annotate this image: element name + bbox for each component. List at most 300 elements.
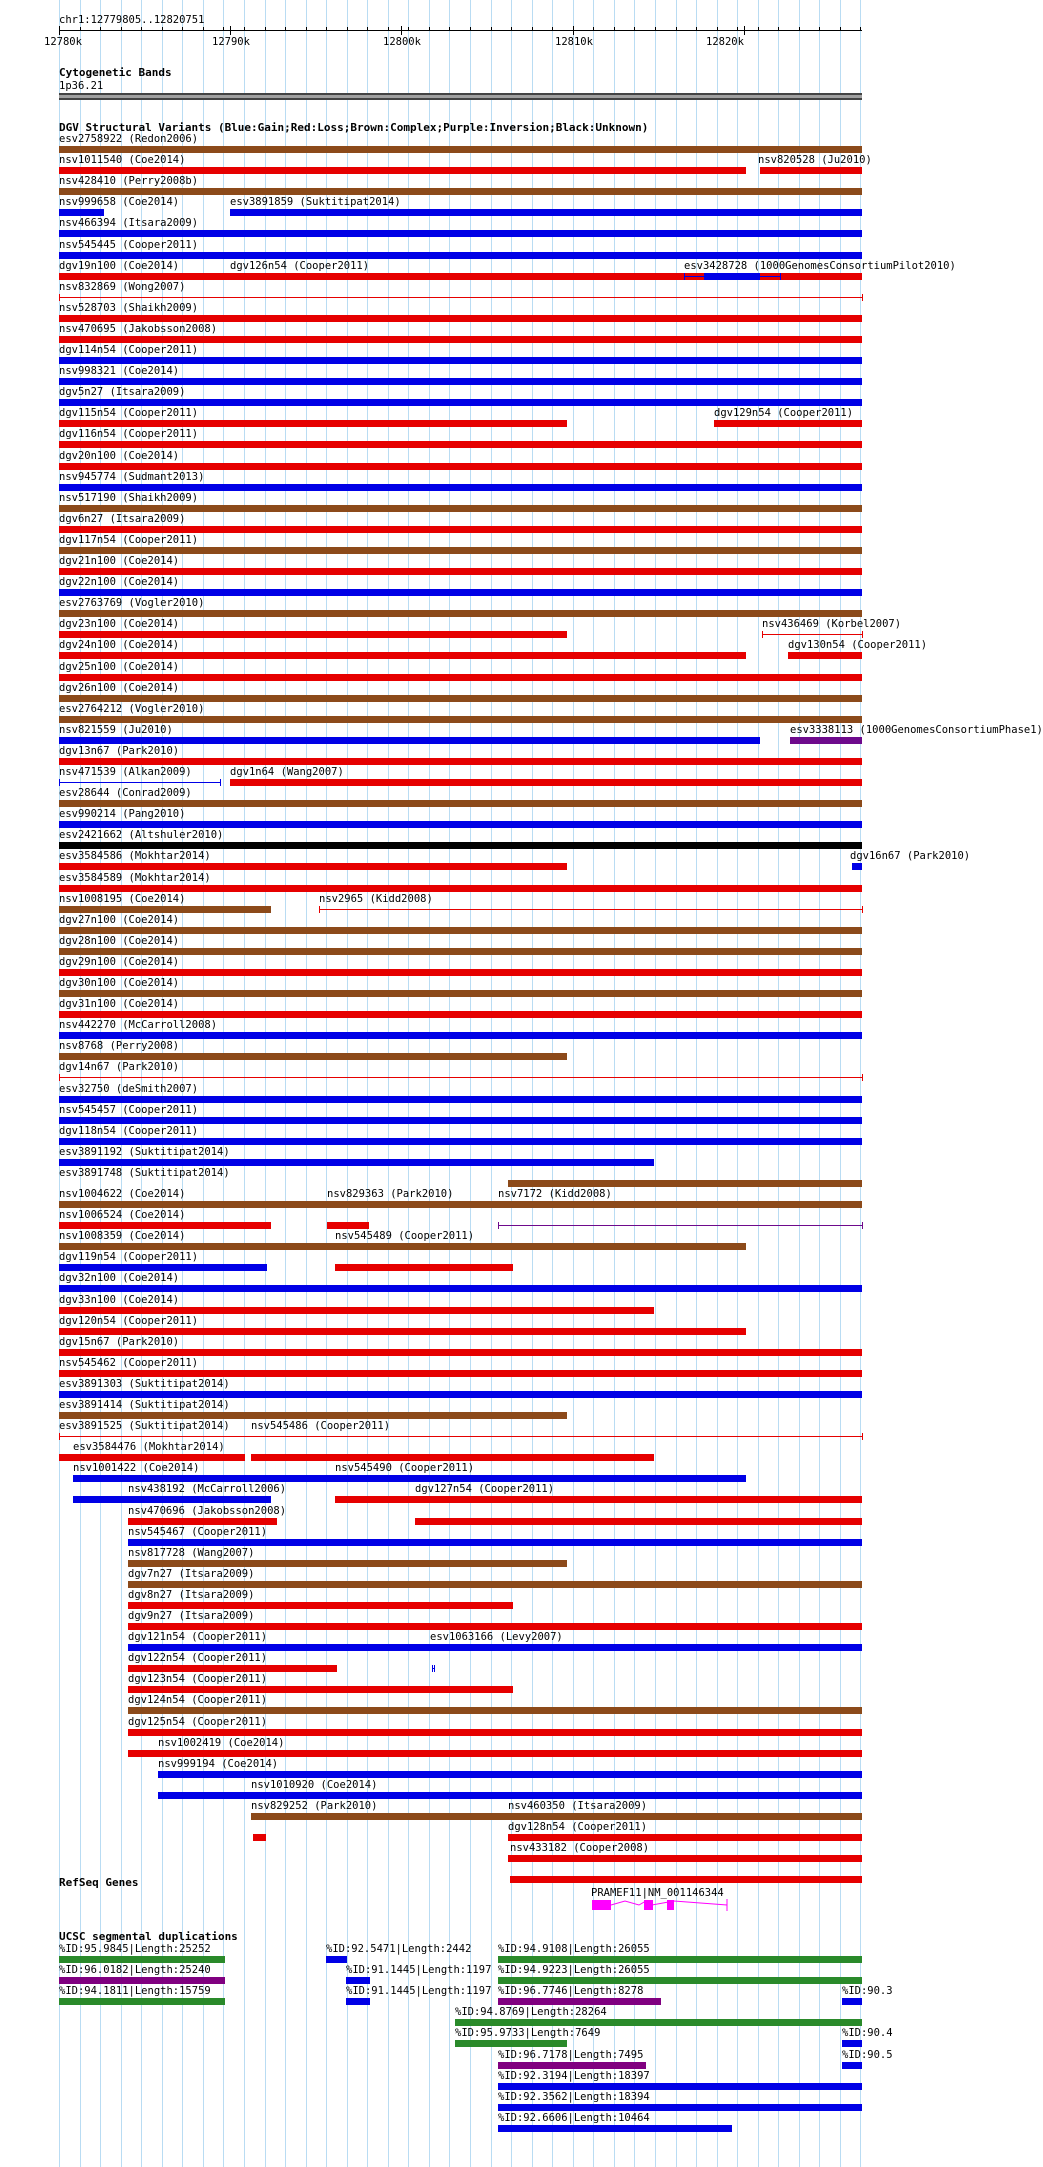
feature-line-cap: [432, 1665, 433, 1672]
ruler-minor-tick: [244, 27, 245, 31]
variant-label[interactable]: dgv5n27 (Itsara2009): [59, 386, 186, 398]
feature-bar[interactable]: [59, 1956, 225, 1963]
variant-label[interactable]: esv32750 (deSmith2007): [59, 1083, 199, 1095]
variant-label[interactable]: nsv829252 (Park2010): [251, 1800, 378, 1812]
variant-label[interactable]: nsv820528 (Ju2010): [758, 154, 872, 166]
feature-bar[interactable]: [59, 927, 862, 934]
feature-bar[interactable]: [59, 1243, 746, 1250]
feature-bar[interactable]: [59, 420, 567, 427]
feature-bar[interactable]: [59, 315, 862, 322]
feature-bar[interactable]: [498, 2083, 862, 2090]
variant-label[interactable]: dgv33n100 (Coe2014): [59, 1294, 180, 1306]
ruler-major-tick: [401, 26, 402, 35]
ruler-minor-tick: [429, 27, 430, 31]
variant-label[interactable]: dgv129n54 (Cooper2011): [714, 407, 854, 419]
feature-line[interactable]: [684, 276, 780, 277]
refseq-section-title: RefSeq Genes: [59, 1876, 139, 1889]
grid-line: [347, 0, 348, 2167]
feature-bar[interactable]: [59, 252, 862, 259]
feature-bar[interactable]: [59, 842, 862, 849]
variant-label[interactable]: nsv945774 (Sudmant2013): [59, 471, 205, 483]
feature-bar[interactable]: [59, 1328, 746, 1335]
feature-bar[interactable]: [128, 1729, 862, 1736]
ruler-minor-tick: [449, 27, 450, 31]
grid-line: [429, 0, 430, 2167]
variant-label[interactable]: esv3891303 (Suktitipat2014): [59, 1378, 230, 1390]
feature-bar[interactable]: [59, 547, 862, 554]
variant-label[interactable]: esv3584476 (Mokhtar2014): [73, 1441, 225, 1453]
variant-label[interactable]: nsv460350 (Itsara2009): [508, 1800, 648, 1812]
ruler-minor-tick: [593, 27, 594, 31]
feature-bar[interactable]: [59, 631, 567, 638]
variant-label[interactable]: nsv817728 (Wang2007): [128, 1547, 255, 1559]
variant-label[interactable]: dgv25n100 (Coe2014): [59, 661, 180, 673]
variant-label[interactable]: nsv1004622 (Coe2014): [59, 1188, 186, 1200]
ruler-minor-tick: [676, 27, 677, 31]
segdup-label[interactable]: %ID:92.5471|Length:2442: [326, 1943, 472, 1955]
grid-line: [696, 0, 697, 2167]
ruler-minor-tick: [347, 27, 348, 31]
feature-bar[interactable]: [842, 2062, 862, 2069]
feature-bar[interactable]: [128, 1707, 862, 1714]
variant-label[interactable]: dgv26n100 (Coe2014): [59, 682, 180, 694]
feature-line[interactable]: [59, 297, 862, 298]
variant-label[interactable]: nsv7172 (Kidd2008): [498, 1188, 612, 1200]
feature-bar[interactable]: [59, 1053, 567, 1060]
feature-bar[interactable]: [415, 1518, 862, 1525]
feature-bar[interactable]: [59, 441, 862, 448]
variant-label[interactable]: dgv23n100 (Coe2014): [59, 618, 180, 630]
grid-line: [840, 0, 841, 2167]
segdup-label[interactable]: %ID:90.5: [842, 2049, 893, 2061]
grid-line: [799, 0, 800, 2167]
feature-bar[interactable]: [128, 1560, 567, 1567]
feature-bar[interactable]: [59, 1011, 862, 1018]
segdup-label[interactable]: %ID:90.3: [842, 1985, 893, 1997]
feature-bar[interactable]: [230, 273, 513, 280]
feature-line[interactable]: [59, 782, 220, 783]
grid-line: [408, 0, 409, 2167]
variant-label[interactable]: esv3891859 (Suktitipat2014): [230, 196, 401, 208]
segdup-label[interactable]: %ID:91.1445|Length:1197: [346, 1985, 492, 1997]
grid-line: [285, 0, 286, 2167]
variant-label[interactable]: nsv545489 (Cooper2011): [335, 1230, 475, 1242]
ruler-minor-tick: [223, 27, 224, 31]
feature-bar[interactable]: [59, 610, 862, 617]
feature-bar[interactable]: [251, 1454, 654, 1461]
segdup-label[interactable]: %ID:96.7746|Length:8278: [498, 1985, 644, 1997]
variant-label[interactable]: nsv470696 (Jakobsson2008): [128, 1505, 287, 1517]
feature-bar[interactable]: [59, 948, 862, 955]
feature-bar[interactable]: [128, 1686, 513, 1693]
feature-bar[interactable]: [128, 1665, 337, 1672]
variant-label[interactable]: nsv436469 (Korbel2007): [762, 618, 902, 630]
feature-line-cap: [862, 631, 863, 638]
feature-bar[interactable]: [842, 2040, 862, 2047]
ruler-minor-tick: [265, 27, 266, 31]
grid-line: [449, 0, 450, 2167]
variant-label[interactable]: esv2421662 (Altshuler2010): [59, 829, 224, 841]
feature-bar[interactable]: [327, 1222, 369, 1229]
variant-label[interactable]: nsv1008359 (Coe2014): [59, 1230, 186, 1242]
segdup-label[interactable]: %ID:92.6606|Length:10464: [498, 2112, 650, 2124]
variant-label[interactable]: dgv7n27 (Itsara2009): [128, 1568, 255, 1580]
variant-label[interactable]: esv1063166 (Levy2007): [430, 1631, 563, 1643]
variant-label[interactable]: esv3338113 (1000GenomesConsortiumPhase1): [790, 724, 1043, 736]
ruler-minor-tick: [737, 27, 738, 31]
variant-label[interactable]: dgv13n67 (Park2010): [59, 745, 180, 757]
feature-bar[interactable]: [59, 1032, 862, 1039]
feature-bar[interactable]: [59, 568, 862, 575]
ruler-minor-tick: [614, 27, 615, 31]
feature-bar[interactable]: [59, 885, 862, 892]
variant-label[interactable]: dgv29n100 (Coe2014): [59, 956, 180, 968]
variant-label[interactable]: nsv428410 (Perry2008b): [59, 175, 199, 187]
feature-bar[interactable]: [59, 209, 104, 216]
feature-bar[interactable]: [510, 1876, 862, 1883]
segdup-label[interactable]: %ID:94.9223|Length:26055: [498, 1964, 650, 1976]
variant-label[interactable]: nsv1006524 (Coe2014): [59, 1209, 186, 1221]
variant-label[interactable]: dgv16n67 (Park2010): [850, 850, 971, 862]
feature-bar[interactable]: [73, 1496, 271, 1503]
feature-bar[interactable]: [59, 1222, 271, 1229]
feature-bar[interactable]: [59, 589, 862, 596]
variant-label[interactable]: nsv471539 (Alkan2009): [59, 766, 192, 778]
feature-bar[interactable]: [498, 2104, 862, 2111]
feature-bar[interactable]: [346, 1977, 370, 1984]
feature-bar[interactable]: [59, 146, 862, 153]
feature-bar[interactable]: [128, 1750, 862, 1757]
feature-bar[interactable]: [59, 188, 862, 195]
feature-bar[interactable]: [59, 758, 862, 765]
variant-label[interactable]: esv3584589 (Mokhtar2014): [59, 872, 211, 884]
feature-bar[interactable]: [59, 1096, 862, 1103]
variant-label[interactable]: dgv123n54 (Cooper2011): [128, 1673, 268, 1685]
variant-label[interactable]: dgv130n54 (Cooper2011): [788, 639, 928, 651]
feature-bar[interactable]: [59, 1138, 862, 1145]
variant-label[interactable]: dgv31n100 (Coe2014): [59, 998, 180, 1010]
feature-line[interactable]: [59, 1436, 862, 1437]
variant-label[interactable]: dgv114n54 (Cooper2011): [59, 344, 199, 356]
feature-bar[interactable]: [346, 1998, 370, 2005]
feature-bar[interactable]: [455, 2019, 862, 2026]
ruler-label: 12780k: [44, 36, 82, 48]
ruler-label: 12790k: [212, 36, 250, 48]
ruler-minor-tick: [182, 27, 183, 31]
feature-bar[interactable]: [59, 737, 760, 744]
feature-line-cap: [862, 906, 863, 913]
variant-label[interactable]: nsv433182 (Cooper2008): [510, 1842, 650, 1854]
gene-model[interactable]: [590, 1898, 730, 1912]
segdup-section-title: UCSC segmental duplications: [59, 1930, 238, 1943]
variant-label[interactable]: nsv2965 (Kidd2008): [319, 893, 433, 905]
feature-bar[interactable]: [59, 990, 862, 997]
feature-bar[interactable]: [73, 1475, 746, 1482]
feature-bar[interactable]: [498, 2125, 732, 2132]
variant-label[interactable]: dgv30n100 (Coe2014): [59, 977, 180, 989]
feature-bar[interactable]: [158, 1771, 862, 1778]
ruler-major-tick: [230, 26, 231, 35]
variant-label[interactable]: dgv14n67 (Park2010): [59, 1061, 180, 1073]
ruler-minor-tick: [141, 27, 142, 31]
variant-label[interactable]: esv990214 (Pang2010): [59, 808, 186, 820]
variant-label[interactable]: dgv32n100 (Coe2014): [59, 1272, 180, 1284]
cytoband-bar[interactable]: [59, 93, 862, 100]
feature-bar[interactable]: [59, 1117, 862, 1124]
ruler-minor-tick: [840, 27, 841, 31]
segdup-label[interactable]: %ID:92.3194|Length:18397: [498, 2070, 650, 2082]
feature-bar[interactable]: [59, 716, 862, 723]
segdup-label[interactable]: %ID:94.1811|Length:15759: [59, 1985, 211, 1997]
segdup-label[interactable]: %ID:95.9845|Length:25252: [59, 1943, 211, 1955]
variant-label[interactable]: nsv470695 (Jakobsson2008): [59, 323, 218, 335]
grid-line: [223, 0, 224, 2167]
variant-label[interactable]: dgv116n54 (Cooper2011): [59, 428, 199, 440]
variant-label[interactable]: dgv1n64 (Wang2007): [230, 766, 344, 778]
feature-bar[interactable]: [498, 1956, 862, 1963]
variant-label[interactable]: nsv545486 (Cooper2011): [251, 1420, 391, 1432]
variant-label[interactable]: dgv24n100 (Coe2014): [59, 639, 180, 651]
variant-label[interactable]: nsv545445 (Cooper2011): [59, 239, 199, 251]
variant-label[interactable]: nsv545467 (Cooper2011): [128, 1526, 268, 1538]
feature-bar[interactable]: [59, 357, 862, 364]
feature-bar[interactable]: [760, 167, 862, 174]
feature-bar[interactable]: [59, 1977, 225, 1984]
feature-bar[interactable]: [59, 863, 567, 870]
variant-label[interactable]: nsv829363 (Park2010): [327, 1188, 454, 1200]
feature-bar[interactable]: [59, 463, 862, 470]
variant-label[interactable]: dgv8n27 (Itsara2009): [128, 1589, 255, 1601]
feature-bar[interactable]: [59, 484, 862, 491]
feature-bar[interactable]: [59, 1391, 862, 1398]
feature-bar[interactable]: [128, 1518, 277, 1525]
feature-bar[interactable]: [498, 1998, 661, 2005]
feature-bar[interactable]: [508, 1834, 862, 1841]
variant-label[interactable]: dgv120n54 (Cooper2011): [59, 1315, 199, 1327]
feature-bar[interactable]: [508, 1855, 862, 1862]
variant-label[interactable]: nsv517190 (Shaikh2009): [59, 492, 199, 504]
variant-label[interactable]: nsv438192 (McCarroll2006): [128, 1483, 287, 1495]
feature-bar[interactable]: [59, 167, 746, 174]
ruler-minor-tick: [758, 27, 759, 31]
feature-bar[interactable]: [59, 1454, 245, 1461]
ruler-label: 12810k: [555, 36, 593, 48]
feature-bar[interactable]: [128, 1602, 513, 1609]
feature-bar[interactable]: [59, 1264, 267, 1271]
variant-label[interactable]: dgv27n100 (Coe2014): [59, 914, 180, 926]
variant-label[interactable]: dgv28n100 (Coe2014): [59, 935, 180, 947]
feature-bar[interactable]: [508, 1180, 862, 1187]
grid-line: [491, 0, 492, 2167]
variant-label[interactable]: nsv821559 (Ju2010): [59, 724, 173, 736]
variant-label[interactable]: esv3891748 (Suktitipat2014): [59, 1167, 230, 1179]
feature-bar[interactable]: [59, 800, 862, 807]
segdup-label[interactable]: %ID:92.3562|Length:18394: [498, 2091, 650, 2103]
feature-bar[interactable]: [158, 1792, 862, 1799]
feature-bar[interactable]: [326, 1956, 347, 1963]
feature-bar[interactable]: [59, 821, 862, 828]
variant-label[interactable]: nsv832869 (Wong2007): [59, 281, 186, 293]
variant-label[interactable]: esv3584586 (Mokhtar2014): [59, 850, 211, 862]
feature-bar[interactable]: [714, 420, 862, 427]
variant-label[interactable]: nsv528703 (Shaikh2009): [59, 302, 199, 314]
variant-label[interactable]: nsv999194 (Coe2014): [158, 1758, 279, 1770]
variant-label[interactable]: esv2764212 (Vogler2010): [59, 703, 205, 715]
variant-label[interactable]: dgv19n100 (Coe2014): [59, 260, 180, 272]
feature-bar[interactable]: [230, 779, 862, 786]
feature-bar[interactable]: [842, 1998, 862, 2005]
ruler-minor-tick: [80, 27, 81, 31]
cyto-section-title: Cytogenetic Bands: [59, 66, 172, 79]
feature-bar[interactable]: [498, 2062, 646, 2069]
feature-bar[interactable]: [251, 1813, 862, 1820]
feature-line-cap: [862, 1433, 863, 1440]
variant-label[interactable]: esv3428728 (1000GenomesConsortiumPilot2010): [684, 260, 956, 272]
feature-line-cap: [319, 906, 320, 913]
ruler-minor-tick: [203, 27, 204, 31]
variant-label[interactable]: nsv545462 (Cooper2011): [59, 1357, 199, 1369]
feature-line-cap: [780, 273, 781, 280]
variant-label[interactable]: nsv545457 (Cooper2011): [59, 1104, 199, 1116]
feature-bar[interactable]: [59, 1307, 654, 1314]
feature-bar[interactable]: [335, 1496, 862, 1503]
feature-bar[interactable]: [230, 209, 862, 216]
variant-label[interactable]: esv28644 (Conrad2009): [59, 787, 192, 799]
grid-line: [655, 0, 656, 2167]
feature-line-cap: [862, 294, 863, 301]
ruler-minor-tick: [819, 27, 820, 31]
feature-bar[interactable]: [59, 969, 862, 976]
feature-bar[interactable]: [59, 1412, 567, 1419]
feature-bar[interactable]: [59, 378, 862, 385]
feature-bar[interactable]: [59, 526, 862, 533]
grid-line: [265, 0, 266, 2167]
feature-bar[interactable]: [59, 674, 862, 681]
variant-label[interactable]: dgv15n67 (Park2010): [59, 1336, 180, 1348]
feature-bar[interactable]: [59, 652, 746, 659]
grid-line: [717, 0, 718, 2167]
segdup-label[interactable]: %ID:94.8769|Length:28264: [455, 2006, 607, 2018]
feature-bar[interactable]: [59, 399, 862, 406]
variant-label[interactable]: dgv115n54 (Cooper2011): [59, 407, 199, 419]
ruler-minor-tick: [121, 27, 122, 31]
segdup-label[interactable]: %ID:96.0182|Length:25240: [59, 1964, 211, 1976]
variant-label[interactable]: dgv127n54 (Cooper2011): [415, 1483, 555, 1495]
variant-label[interactable]: nsv1002419 (Coe2014): [158, 1737, 285, 1749]
variant-label[interactable]: esv2763769 (Vogler2010): [59, 597, 205, 609]
variant-label[interactable]: nsv8768 (Perry2008): [59, 1040, 180, 1052]
variant-label[interactable]: dgv118n54 (Cooper2011): [59, 1125, 199, 1137]
variant-label[interactable]: esv2758922 (Redon2006): [59, 133, 199, 145]
ruler-minor-tick: [470, 27, 471, 31]
feature-bar[interactable]: [59, 1349, 862, 1356]
feature-bar[interactable]: [59, 906, 271, 913]
variant-label[interactable]: nsv1011540 (Coe2014): [59, 154, 186, 166]
feature-bar[interactable]: [59, 336, 862, 343]
feature-bar[interactable]: [790, 737, 862, 744]
variant-label[interactable]: dgv124n54 (Cooper2011): [128, 1694, 268, 1706]
feature-bar[interactable]: [788, 652, 862, 659]
variant-label[interactable]: nsv466394 (Itsara2009): [59, 217, 199, 229]
variant-label[interactable]: dgv119n54 (Cooper2011): [59, 1251, 199, 1263]
variant-label[interactable]: nsv999658 (Coe2014): [59, 196, 180, 208]
variant-label[interactable]: dgv117n54 (Cooper2011): [59, 534, 199, 546]
variant-label[interactable]: dgv22n100 (Coe2014): [59, 576, 180, 588]
variant-label[interactable]: nsv1001422 (Coe2014): [73, 1462, 200, 1474]
feature-bar[interactable]: [59, 1201, 862, 1208]
segdup-label[interactable]: %ID:95.9733|Length:7649: [455, 2027, 601, 2039]
feature-line[interactable]: [498, 1225, 862, 1226]
feature-bar[interactable]: [59, 505, 862, 512]
variant-label[interactable]: dgv126n54 (Cooper2011): [230, 260, 370, 272]
feature-bar[interactable]: [498, 1977, 862, 1984]
variant-label[interactable]: dgv21n100 (Coe2014): [59, 555, 180, 567]
feature-line[interactable]: [319, 909, 862, 910]
feature-bar[interactable]: [335, 1264, 513, 1271]
feature-bar[interactable]: [852, 863, 862, 870]
variant-label[interactable]: esv3891414 (Suktitipat2014): [59, 1399, 230, 1411]
ruler-minor-tick: [799, 27, 800, 31]
ruler-minor-tick: [655, 27, 656, 31]
ruler-minor-tick: [860, 27, 861, 31]
feature-bar[interactable]: [59, 1159, 654, 1166]
feature-line[interactable]: [762, 634, 862, 635]
feature-bar[interactable]: [59, 1370, 862, 1377]
feature-bar[interactable]: [128, 1539, 862, 1546]
segdup-label[interactable]: %ID:91.1445|Length:1197: [346, 1964, 492, 1976]
feature-line-cap: [762, 631, 763, 638]
ruler-major-tick: [744, 26, 745, 35]
segdup-label[interactable]: %ID:90.4: [842, 2027, 893, 2039]
variant-label[interactable]: nsv545490 (Cooper2011): [335, 1462, 475, 1474]
feature-bar[interactable]: [128, 1644, 862, 1651]
grid-line: [470, 0, 471, 2167]
variant-label[interactable]: dgv128n54 (Cooper2011): [508, 1821, 648, 1833]
feature-bar[interactable]: [455, 2040, 567, 2047]
variant-label[interactable]: nsv442270 (McCarroll2008): [59, 1019, 218, 1031]
variant-label[interactable]: dgv121n54 (Cooper2011): [128, 1631, 268, 1643]
variant-label[interactable]: dgv122n54 (Cooper2011): [128, 1652, 268, 1664]
cytoband-label: 1p36.21: [59, 80, 104, 92]
feature-bar[interactable]: [59, 1285, 862, 1292]
segdup-label[interactable]: %ID:94.9108|Length:26055: [498, 1943, 650, 1955]
variant-label[interactable]: esv3891525 (Suktitipat2014): [59, 1420, 230, 1432]
variant-label[interactable]: dgv6n27 (Itsara2009): [59, 513, 186, 525]
feature-bar[interactable]: [59, 695, 862, 702]
variant-label[interactable]: dgv125n54 (Cooper2011): [128, 1716, 268, 1728]
ruler-minor-tick: [532, 27, 533, 31]
segdup-label[interactable]: %ID:96.7178|Length:7495: [498, 2049, 644, 2061]
variant-label[interactable]: nsv1008195 (Coe2014): [59, 893, 186, 905]
ruler-minor-tick: [717, 27, 718, 31]
variant-label[interactable]: esv3891192 (Suktitipat2014): [59, 1146, 230, 1158]
variant-label[interactable]: dgv9n27 (Itsara2009): [128, 1610, 255, 1622]
ruler-minor-tick: [491, 27, 492, 31]
feature-line-cap: [59, 1433, 60, 1440]
feature-bar[interactable]: [59, 230, 862, 237]
feature-bar[interactable]: [128, 1581, 862, 1588]
feature-bar[interactable]: [253, 1834, 266, 1841]
ruler-minor-tick: [778, 27, 779, 31]
feature-line[interactable]: [59, 1077, 862, 1078]
ruler-minor-tick: [388, 27, 389, 31]
ruler-label: 12820k: [706, 36, 744, 48]
variant-label[interactable]: dgv20n100 (Coe2014): [59, 450, 180, 462]
variant-label[interactable]: nsv998321 (Coe2014): [59, 365, 180, 377]
feature-bar[interactable]: [59, 1998, 225, 2005]
feature-bar[interactable]: [128, 1623, 862, 1630]
variant-label[interactable]: nsv1010920 (Coe2014): [251, 1779, 378, 1791]
